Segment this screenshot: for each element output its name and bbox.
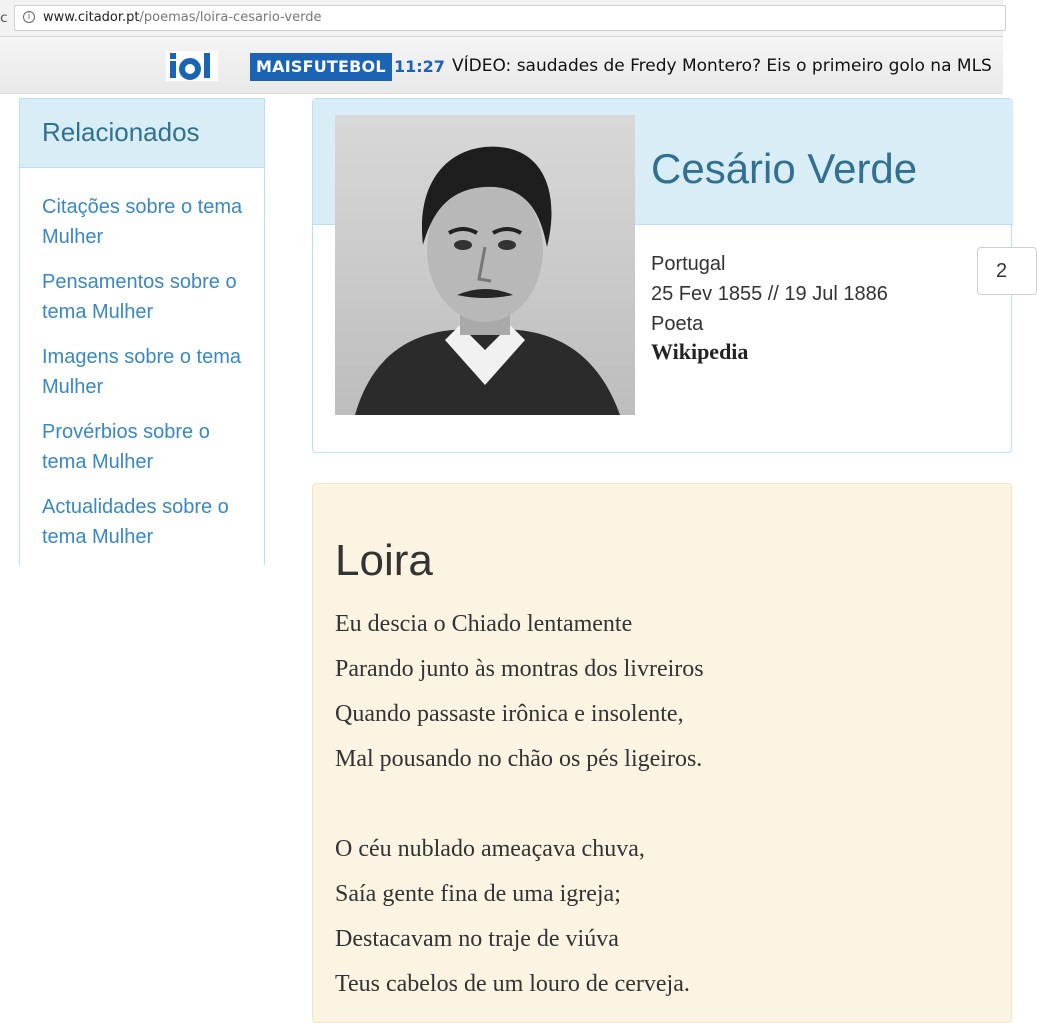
author-country: Portugal bbox=[651, 253, 726, 275]
related-link-citacoes[interactable]: Citações sobre o tema Mulher bbox=[42, 196, 243, 248]
poem-card bbox=[312, 483, 1012, 1023]
stanza-gap bbox=[335, 784, 704, 829]
info-icon[interactable]: i bbox=[23, 11, 35, 23]
news-ticker bbox=[0, 37, 1003, 94]
poem-line: O céu nublado ameaçava chuva, bbox=[335, 836, 645, 862]
reload-icon[interactable]: ⅽ bbox=[0, 9, 8, 25]
url-text bbox=[43, 10, 321, 25]
author-dates: 25 Fev 1855 // 19 Jul 1886 bbox=[651, 283, 888, 305]
related-links bbox=[20, 168, 264, 552]
related-panel-header bbox=[20, 99, 264, 168]
poem-line: Parando junto às montras dos livreiros bbox=[335, 656, 704, 682]
portrait-image bbox=[335, 115, 635, 415]
url-path: /poemas/loira-cesario-verde bbox=[139, 10, 322, 25]
poem-line: Saía gente fina de uma igreja; bbox=[335, 881, 621, 907]
iol-logo[interactable] bbox=[166, 51, 218, 81]
poem-line: Destacavam no traje de viúva bbox=[335, 926, 619, 952]
related-panel-title: Relacionados bbox=[42, 117, 200, 147]
poem-line: Teus cabelos de um louro de cerveja. bbox=[335, 971, 690, 997]
ticker-headline[interactable]: VÍDEO: saudades de Fredy Montero? Eis o primeiro golo na MLS bbox=[452, 56, 992, 76]
wikipedia-link[interactable]: Wikipedia bbox=[651, 339, 749, 364]
author-occupation: Poeta bbox=[651, 313, 704, 335]
poem-line: Quando passaste irônica e insolente, bbox=[335, 701, 684, 727]
iol-logo-icon bbox=[166, 51, 218, 81]
related-panel bbox=[19, 98, 265, 565]
poem-body bbox=[335, 604, 704, 1009]
related-link-pensamentos[interactable]: Pensamentos sobre o tema Mulher bbox=[42, 271, 237, 323]
poem-title: Loira bbox=[335, 536, 433, 585]
related-link-actualidades[interactable]: Actualidades sobre o tema Mulher bbox=[42, 496, 229, 548]
poem-line: Eu descia o Chiado lentamente bbox=[335, 611, 633, 637]
author-name[interactable]: Cesário Verde bbox=[651, 145, 918, 192]
author-portrait[interactable] bbox=[335, 115, 635, 415]
partial-box[interactable]: 2 bbox=[977, 247, 1037, 295]
url-domain: www.citador.pt bbox=[43, 10, 140, 25]
ticker-time: 11:27 bbox=[394, 57, 445, 76]
poem-line: Mal pousando no chão os pés ligeiros. bbox=[335, 746, 703, 772]
ticker-source-badge[interactable]: MAISFUTEBOL bbox=[250, 53, 392, 81]
author-card bbox=[312, 98, 1012, 453]
author-meta bbox=[651, 249, 888, 339]
url-field[interactable] bbox=[14, 5, 1006, 31]
related-link-proverbios[interactable]: Provérbios sobre o tema Mulher bbox=[42, 421, 210, 473]
related-link-imagens[interactable]: Imagens sobre o tema Mulher bbox=[42, 346, 241, 398]
browser-address-bar bbox=[0, 0, 1003, 37]
